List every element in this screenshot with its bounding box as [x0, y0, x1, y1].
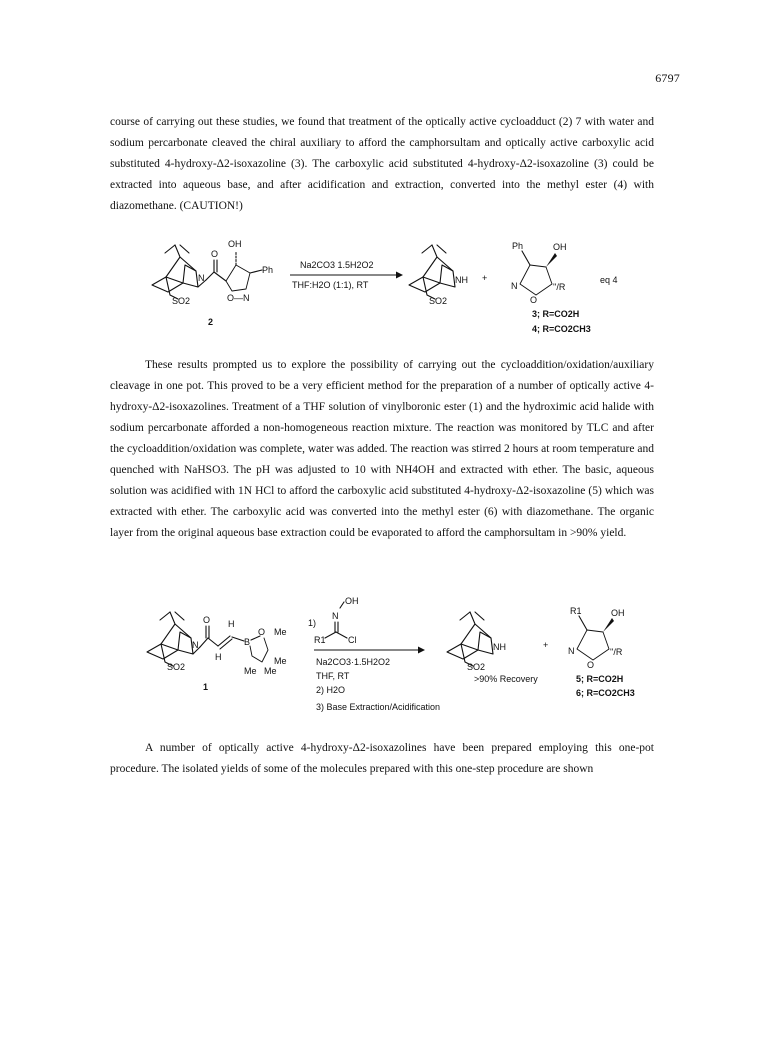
equation-label: eq 4 — [600, 275, 618, 285]
camphorsultam-skeleton-left — [152, 245, 206, 299]
atom-on-2: O—N — [227, 293, 250, 303]
scheme-one-pot-svg — [0, 594, 768, 722]
atom-me-3: Me — [244, 666, 257, 676]
atom-ph-product: Ph — [512, 241, 524, 251]
atom-so2-2: SO2 — [172, 296, 191, 306]
atom-so2-product: SO2 — [429, 296, 448, 306]
recovery-yield: >90% Recovery — [474, 674, 538, 684]
paragraph-one-pot-procedure: These results prompted us to explore the possibility of carrying out the cycloaddition/oxidation/auxiliary cleavage in one pot. This proved to be a very efficient method for the preparation of a number of optically active 4-hydroxy-Δ2-isoxazolines. Treatment of a THF solution of vinylboronic ester (1) and the hydroximic acid halide with sodium percarbonate afforded a non-homogeneous reaction mixture. The reaction was monitored by TLC and after the cycloaddition/oxidation was complete, water was added. The reaction was stirred 2 hours at room temperature and quenched with NaHSO3. The pH was adjusted to 10 with NH4OH and extracted with ether. The basic, aqueous solution was acidified with 1N HCl to afford the carboxylic acid substituted 4-hydroxy-Δ2-isoxazoline (5) which was extracted with ether. The carboxylic acid was converted into the methyl ester (6) with diazomethane. The organic layer from the original aqueous base extraction could be evaporated to afford the camphorsultam in >90% yield. — [110, 359, 654, 539]
plus-sign-one-pot: + — [543, 640, 549, 650]
atom-r1-product: R1 — [570, 606, 582, 616]
atom-oh-product: OH — [553, 242, 567, 252]
atom-r-product-5: ''/R — [610, 647, 623, 657]
atom-so2-recovered: SO2 — [467, 662, 486, 672]
compound-1-label: 1 — [203, 682, 209, 692]
oxime-oh: OH — [345, 596, 359, 606]
atom-n-product-5: N — [568, 646, 575, 656]
compound-3-label: 3; R=CO2H — [532, 309, 580, 319]
compound-6-label: 6; R=CO2CH3 — [576, 688, 635, 698]
oxime-n: N — [332, 611, 339, 621]
atom-ph-2: Ph — [262, 265, 274, 275]
atom-n-product: N — [511, 281, 518, 291]
atom-me-1: Me — [274, 627, 287, 637]
atom-boron: B — [244, 637, 251, 647]
camphorsultam-skeleton-recovered — [447, 612, 493, 666]
page-number: 6797 — [655, 71, 680, 85]
atom-o-acryloyl: O — [203, 615, 211, 625]
atom-o-product: O — [530, 295, 538, 305]
atom-me-2: Me — [274, 656, 287, 666]
scheme-eq4-svg — [0, 237, 768, 337]
paragraph-yields-intro: A number of optically active 4-hydroxy-Δ2-isoxazolines have been prepared employing this one-pot procedure. The isolated yields of some of the molecules prepared with this one-step procedure are shown — [110, 742, 654, 775]
atom-n-compound-1: N — [192, 640, 199, 650]
reagent-percarbonate-one-pot: Na2CO3·1.5H2O2 — [316, 657, 391, 667]
compound-4-label: 4; R=CO2CH3 — [532, 324, 591, 334]
compound-5-label: 5; R=CO2H — [576, 674, 624, 684]
reagent-thf-rt: THF, RT — [316, 671, 350, 681]
atom-me-4: Me — [264, 666, 277, 676]
step-3-label: 3) Base Extraction/Acidification — [316, 702, 441, 712]
atom-n-2: N — [198, 273, 205, 283]
atom-nh-recovered: NH — [493, 642, 506, 652]
atom-h-vinyl-bottom: H — [215, 652, 222, 662]
step-1-label: 1) — [308, 618, 317, 628]
step-2-label: 2) H2O — [316, 685, 346, 695]
atom-oh-product-5: OH — [611, 608, 625, 618]
compound-2-label: 2 — [208, 317, 214, 327]
paragraph-cycloadduct-cleavage: course of carrying out these studies, we found that treatment of the optically active cycloadduct (2) 7 with water and sodium percarbonate cleaved the chiral auxiliary to afford the camphorsultam and optically active carboxylic acid substituted 4-hydroxy-Δ2-isoxazoline (3). The carboxylic acid substituted 4-hydroxy-Δ2-isoxazoline (3) could be extracted into aqueous base, and after acidification and extraction, converted into the methyl ester (4) with diazomethane. (CAUTION!) — [110, 116, 654, 212]
reagent-solvent-conditions: THF:H2O (1:1), RT — [292, 280, 369, 290]
camphorsultam-skeleton-compound-1 — [147, 612, 200, 666]
arrow-head-one-pot — [418, 647, 425, 654]
atom-nh-product: NH — [455, 275, 468, 285]
reaction-scheme-eq4 — [0, 237, 768, 337]
atom-oh-2: OH — [228, 239, 242, 249]
reagent-sodium-percarbonate: Na2CO3 1.5H2O2 — [300, 260, 374, 270]
plus-sign-eq4: + — [482, 273, 488, 283]
atom-h-vinyl-top: H — [228, 619, 235, 629]
oxime-r1: R1 — [314, 635, 326, 645]
atom-o-carbonyl-2: O — [211, 249, 219, 259]
atom-o-dioxaborolane: O — [258, 627, 266, 637]
atom-so2-compound-1: SO2 — [167, 662, 186, 672]
oxime-cl: Cl — [348, 635, 357, 645]
atom-o-product-5: O — [587, 660, 595, 670]
reaction-scheme-one-pot — [0, 594, 768, 722]
arrow-head-eq4 — [396, 272, 403, 279]
camphorsultam-skeleton-product — [409, 245, 455, 299]
atom-r-product: ''/R — [553, 282, 566, 292]
